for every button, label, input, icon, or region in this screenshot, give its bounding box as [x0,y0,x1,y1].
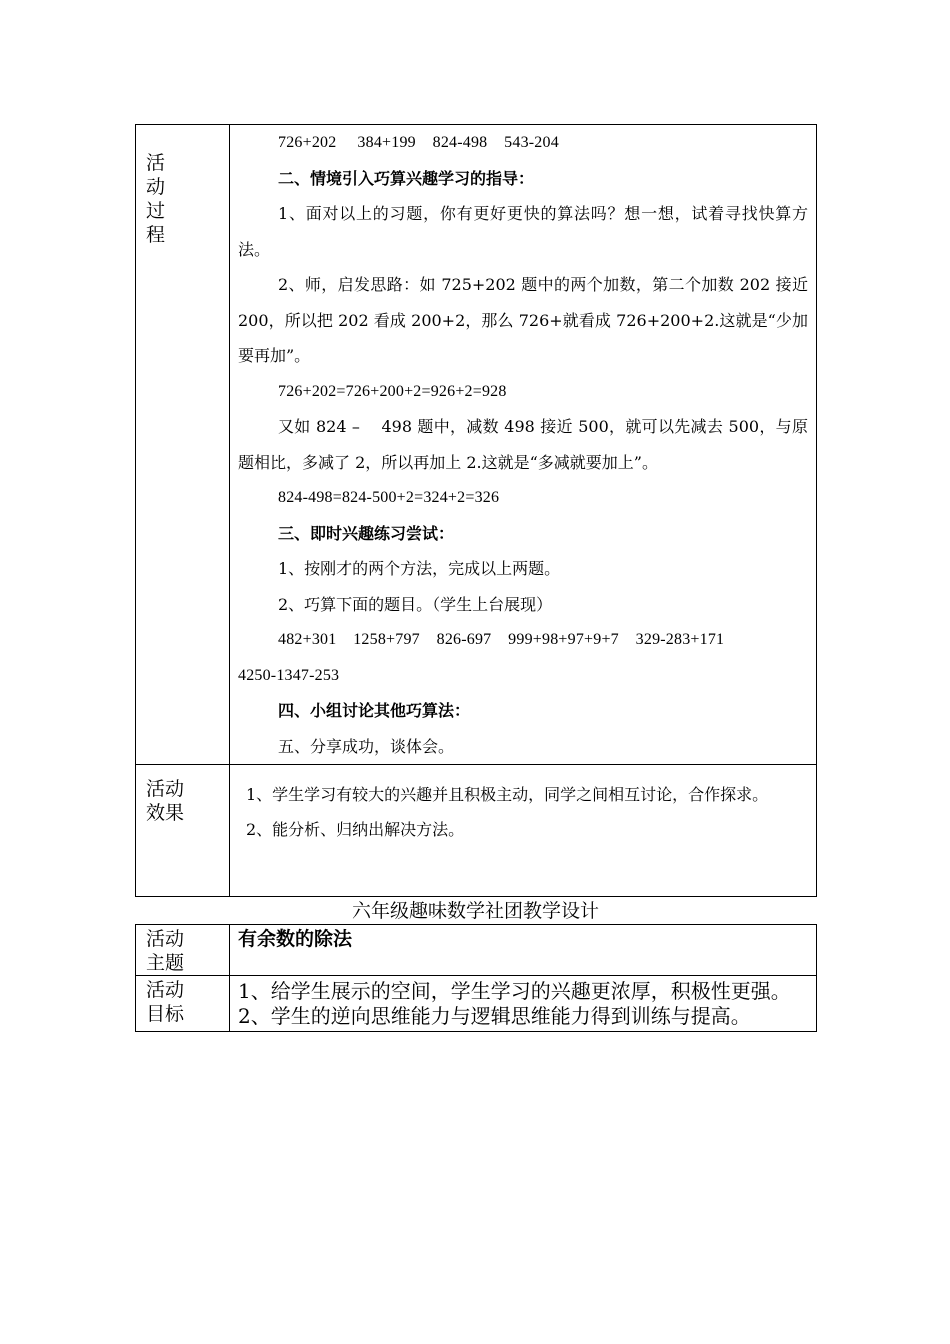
topic-label: 活动 主题 [146,928,185,974]
effect-label-cell [136,765,230,897]
practice-problems-line: 726+202 384+199 824-498 543-204 [278,134,559,151]
design-title: 六年级趣味数学社团教学设计 [351,900,599,922]
step-2-text: 2、师，启发思路：如 725+202 题中的两个加数，第二个加数 202 接近 200，所以把 202 看成 200+2，那么 726+就看成 726+200+2.这就是“少加要再加”。 [238,275,808,365]
section-5-text: 五、分享成功，谈体会。 [278,736,455,756]
goal-line-2: 2、学生的逆向思维能力与逻辑思维能力得到训练与提高。 [238,1004,751,1028]
goal-label: 活动 目标 [146,979,185,1025]
practice-step-2: 2、巧算下面的题目。（学生上台展现） [278,594,553,614]
goal-content-cell [230,976,817,1032]
goal-content [230,976,816,1031]
effect-line-2: 2、能分析、归纳出解决方法。 [246,820,465,839]
practice-problems-3: 4250-1347-253 [238,666,340,684]
section-heading-4: 四、小组讨论其他巧算法： [278,701,471,720]
example-2-text: 又如 824 – 498 题中，减数 498 接近 500，就可以先减去 500，与原题相比，多减了 2，所以再加上 2.这就是“多减就要加上”。 [238,417,808,472]
step-1-text: 1、面对以上的习题，你有更好更快的算法吗？想一想，试着寻找快算方法。 [238,204,808,259]
effect-content-cell [230,765,817,897]
effect-content [230,765,816,847]
topic-label-cell [136,925,230,976]
effect-label: 活动 效果 [146,778,185,824]
practice-problems-2: 482+301 1258+797 826-697 999+98+97+9+7 329-283+171 [278,631,725,648]
effect-line-1: 1、学生学习有较大的兴趣并且积极主动，同学之间相互讨论，合作探求。 [246,785,769,804]
process-label-cell [136,125,230,765]
practice-step-1: 1、按刚才的两个方法，完成以上两题。 [278,559,561,578]
goal-label-cell [136,976,230,1032]
process-content-cell [230,125,817,765]
activity-topic-table [135,924,817,1032]
activity-process-table [135,124,817,897]
example-calc-1: 726+202=726+200+2=926+2=928 [278,382,507,400]
section-heading-3: 三、即时兴趣练习尝试： [278,523,455,543]
process-content [230,125,816,764]
example-calc-2: 824-498=824-500+2=324+2=326 [278,489,500,506]
process-label: 活 动 过 程 [146,152,166,246]
topic-value: 有余数的除法 [238,928,353,950]
topic-value-cell [230,925,817,976]
goal-line-1: 1、给学生展示的空间，学生学习的兴趣更浓厚，积极性更强。 [238,979,791,1003]
section-heading-2: 二、情境引入巧算兴趣学习的指导： [278,168,535,188]
